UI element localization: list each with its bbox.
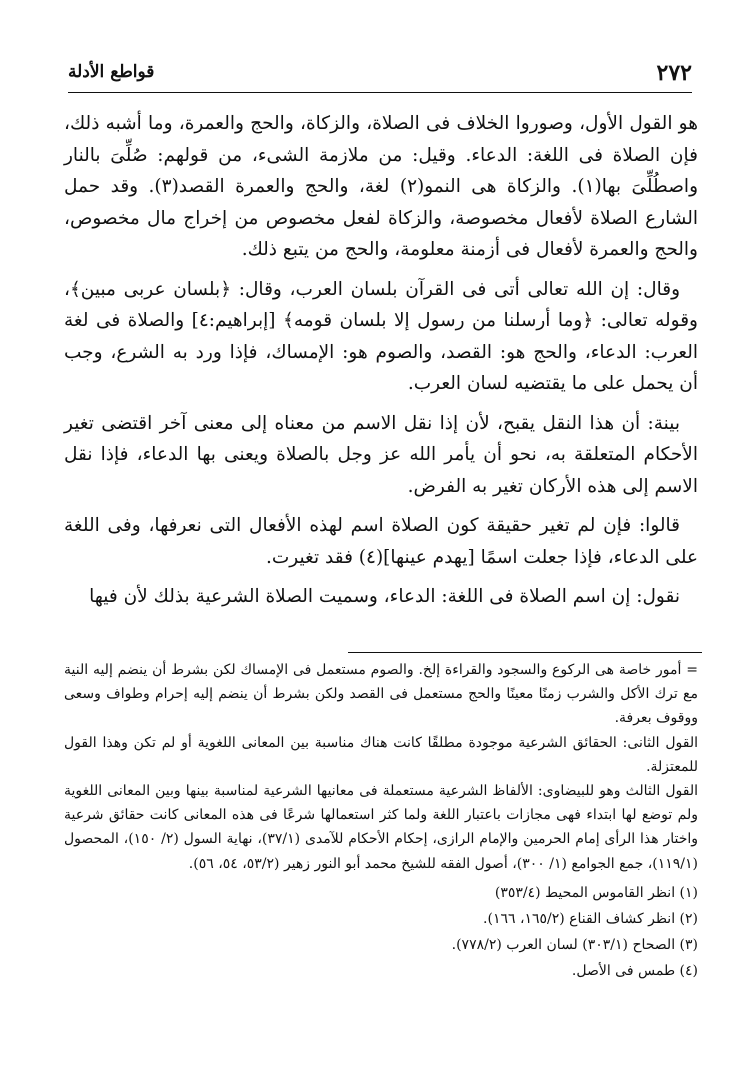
footnotes [64, 658, 698, 984]
footnote-paragraph: القول الثانى: الحقائق الشرعية موجودة مطلقًا كانت هناك مناسبة بين المعانى اللغوية أو لم تكن وهذا القول للمعتزلة. [64, 734, 698, 775]
header-divider [68, 92, 692, 93]
footnote-paragraph: القول الثالث وهو للبيضاوى: الألفاظ الشرعية مستعملة فى معانيها الشرعية لمناسبة بينها وبين المعانى اللغوية ولم توضع لها ابتداء فهى مجازات باعتبار اللغة ولما كثر استعمالها شرعًا فى هذه المعانى كانت حقائق شرعية واختار هذا الرأى إمام الحرمين والإمام الرازى، إحكام الأحكام للآمدى (٣٧/١)، نهاية السول (٢/ ١٥٠)، المحصول (١١٩/١)، جمع الجوامع (١/ ٣٠٠)، أصول الفقه للشيخ محمد أبو النور زهير (٥٣/٢، ٥٤، ٥٦). [64, 783, 699, 872]
footnote-reference: (١) انظر القاموس المحيط (٣٥٣/٤) [494, 884, 698, 901]
page-number: ٢٧٢ [656, 60, 692, 86]
body-paragraph: وقال: إن الله تعالى أتى فى القرآن بلسان العرب، وقال: ﴿بلسان عربى مبين﴾، وقوله تعالى: ﴿وما أرسلنا من رسول إلا بلسان قومه﴾ [إبراهيم:٤] والصلاة فى لغة العرب: الدعاء، والحج هو: القصد، والصوم هو: الإمساك، فإذا ورد به الشرع، وجب أن يحمل على ما يقتضيه لسان العرب. [64, 278, 698, 394]
main-text [64, 108, 698, 621]
body-paragraph: هو القول الأول، وصوروا الخلاف فى الصلاة، والزكاة، والحج والعمرة، وما أشبه ذلك، فإن الصلاة فى اللغة: الدعاء. وقيل: من ملازمة الشىء، من قولهم: صُلِّىَ بالنار واصطُلِّىَ بها(١). والزكاة هى النمو(٢) لغة، والحج والعمرة القصد(٣). وقد حمل الشارع الصلاة لأفعال مخصوصة، والزكاة لفعل مخصوص من إخراج مال مخصوص، والحج والعمرة لأفعال فى أزمنة معلومة، والحج من يتبع ذلك. [64, 113, 698, 260]
running-title: قواطع الأدلة [68, 62, 155, 82]
footnote-divider [348, 652, 702, 653]
footnote-references [64, 880, 698, 984]
body-paragraph: بينة: أن هذا النقل يقبح، لأن إذا نقل الاسم من معناه إلى معنى آخر اقتضى تغير الأحكام المتعلقة به، نحو أن يأمر الله عز وجل بالصلاة ويعنى بها الدعاء، فإذا نقل الاسم إلى هذه الأركان تغير به الفرض. [64, 412, 698, 497]
footnote-reference: (٢) انظر كشاف القناع (١٦٥/٢، ١٦٦). [483, 910, 698, 927]
body-paragraph: نقول: إن اسم الصلاة فى اللغة: الدعاء، وسميت الصلاة الشرعية بذلك لأن فيها [89, 586, 680, 607]
footnote-reference: (٣) الصحاح (٣٠٣/١) لسان العرب (٧٧٨/٢). [451, 936, 698, 953]
continued-footnote [64, 658, 698, 876]
body-paragraph: قالوا: فإن لم تغير حقيقة كون الصلاة اسم لهذه الأفعال التى نعرفها، وفى اللغة على الدعاء، فإذا جعلت اسمًا [يهدم عينها](٤) فقد تغيرت. [64, 515, 698, 568]
page-header [68, 60, 692, 90]
footnote-reference: (٤) طمس فى الأصل. [571, 962, 698, 979]
footnote-paragraph: = أمور خاصة هى الركوع والسجود والقراءة إلخ. والصوم مستعمل فى الإمساك لكن بشرط أن ينضم إليه النية مع ترك الأكل والشرب زمنًا معينًا والحج مستعمل فى القصد ولكن بشرط أن ينضم إليه إحرام وطواف وسعى ووقوف بعرفة. [64, 662, 698, 727]
